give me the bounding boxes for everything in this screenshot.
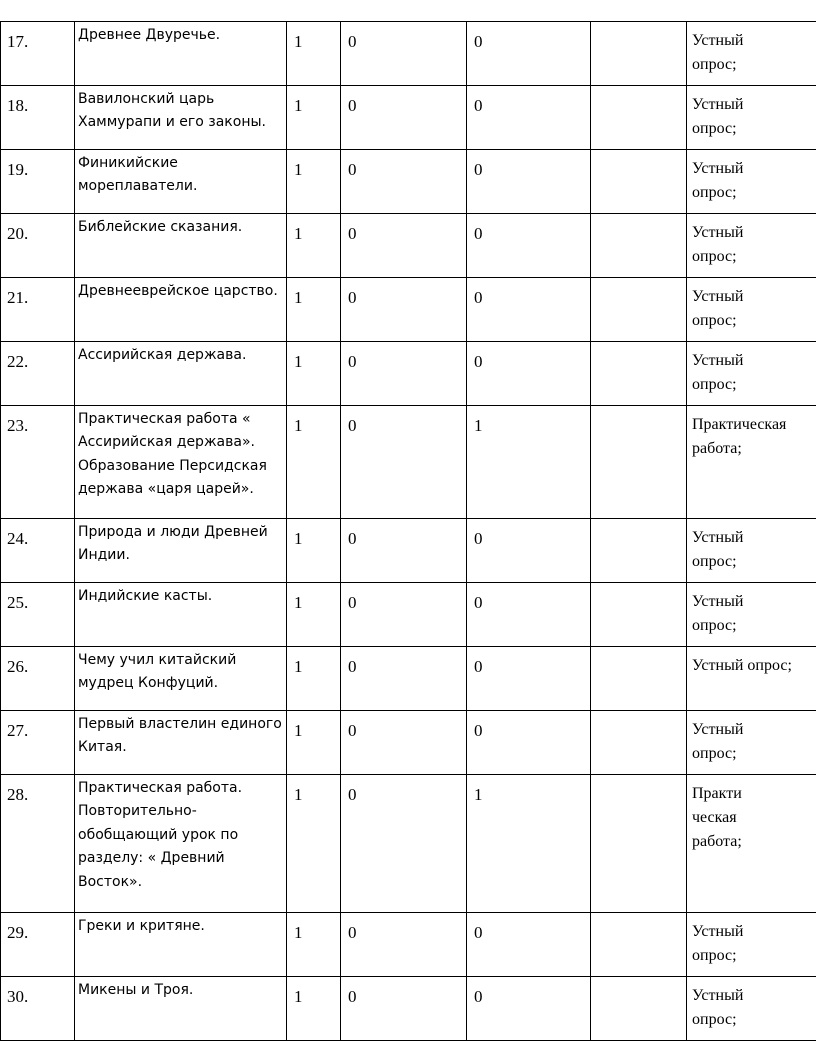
lesson-number-cell <box>1 711 75 775</box>
lesson-topic-text: Ассирийская держава. <box>78 347 246 363</box>
lesson-number-text: 17. <box>7 32 28 51</box>
hours-control-text: 0 <box>348 529 357 548</box>
hours-practice-text: 0 <box>474 32 483 51</box>
hours-total-text: 1 <box>294 529 303 548</box>
hours-practice-text: 0 <box>474 160 483 179</box>
lesson-number-cell <box>1 583 75 647</box>
extra-cell <box>591 150 687 214</box>
extra-cell <box>591 86 687 150</box>
extra-cell <box>591 913 687 977</box>
hours-control-cell <box>341 342 467 406</box>
control-form-text: Устный опрос; <box>692 349 782 397</box>
control-form-text: Устный опрос; <box>692 157 782 205</box>
table-row <box>1 913 816 977</box>
lesson-topic-cell <box>75 711 287 775</box>
hours-practice-cell <box>467 214 591 278</box>
hours-control-text: 0 <box>348 987 357 1006</box>
hours-total-cell <box>287 214 341 278</box>
control-form-text: Устный опрос; <box>692 93 782 141</box>
control-form-cell <box>687 913 816 977</box>
lesson-topic-cell <box>75 150 287 214</box>
hours-control-cell <box>341 86 467 150</box>
hours-control-cell <box>341 775 467 913</box>
lesson-number-cell <box>1 775 75 913</box>
hours-practice-cell <box>467 711 591 775</box>
hours-total-text: 1 <box>294 96 303 115</box>
hours-practice-text: 0 <box>474 923 483 942</box>
extra-cell <box>591 342 687 406</box>
hours-total-cell <box>287 342 341 406</box>
control-form-text: Устный опрос; <box>692 29 782 77</box>
extra-cell <box>591 775 687 913</box>
hours-control-text: 0 <box>348 785 357 804</box>
control-form-text: Устный опрос; <box>692 221 782 269</box>
lesson-topic-cell <box>75 22 287 86</box>
hours-total-text: 1 <box>294 32 303 51</box>
lesson-number-cell <box>1 342 75 406</box>
hours-total-text: 1 <box>294 160 303 179</box>
table-row <box>1 775 816 913</box>
table-row <box>1 86 816 150</box>
hours-total-text: 1 <box>294 987 303 1006</box>
lesson-number-text: 19. <box>7 160 28 179</box>
hours-control-text: 0 <box>348 96 357 115</box>
control-form-cell <box>687 150 816 214</box>
hours-total-text: 1 <box>294 288 303 307</box>
hours-control-text: 0 <box>348 160 357 179</box>
hours-control-text: 0 <box>348 923 357 942</box>
lesson-topic-cell <box>75 977 287 1041</box>
hours-control-text: 0 <box>348 288 357 307</box>
hours-practice-cell <box>467 342 591 406</box>
hours-practice-cell <box>467 150 591 214</box>
hours-control-cell <box>341 583 467 647</box>
lesson-topic-text: Практическая работа. Повторительно-обобщающий урок по разделу: « Древний Восток». <box>78 780 242 890</box>
extra-cell <box>591 214 687 278</box>
control-form-text: Устный опрос; <box>692 920 782 968</box>
control-form-text: Устный опрос; <box>692 526 782 574</box>
lesson-topic-text: Первый властелин единого Китая. <box>78 716 282 755</box>
hours-control-cell <box>341 214 467 278</box>
lesson-number-text: 18. <box>7 96 28 115</box>
hours-practice-cell <box>467 913 591 977</box>
hours-total-text: 1 <box>294 416 303 435</box>
hours-control-text: 0 <box>348 721 357 740</box>
lesson-topic-cell <box>75 913 287 977</box>
hours-total-cell <box>287 583 341 647</box>
hours-control-cell <box>341 278 467 342</box>
lesson-number-text: 27. <box>7 721 28 740</box>
hours-total-text: 1 <box>294 785 303 804</box>
lesson-number-text: 23. <box>7 416 28 435</box>
hours-practice-text: 0 <box>474 987 483 1006</box>
control-form-cell <box>687 775 816 913</box>
lesson-topic-text: Библейские сказания. <box>78 219 242 235</box>
hours-total-cell <box>287 711 341 775</box>
hours-total-text: 1 <box>294 224 303 243</box>
hours-control-text: 0 <box>348 32 357 51</box>
hours-control-text: 0 <box>348 352 357 371</box>
lesson-plan-table <box>0 21 816 1041</box>
hours-total-text: 1 <box>294 593 303 612</box>
table-row <box>1 150 816 214</box>
table-row <box>1 214 816 278</box>
hours-control-cell <box>341 519 467 583</box>
lesson-number-cell <box>1 22 75 86</box>
table-row <box>1 519 816 583</box>
lesson-topic-cell <box>75 647 287 711</box>
hours-practice-text: 0 <box>474 721 483 740</box>
lesson-number-text: 24. <box>7 529 28 548</box>
hours-total-cell <box>287 647 341 711</box>
hours-total-cell <box>287 977 341 1041</box>
control-form-cell <box>687 86 816 150</box>
lesson-topic-text: Древнееврейское царство. <box>78 283 278 299</box>
table-row <box>1 583 816 647</box>
hours-practice-cell <box>467 406 591 519</box>
control-form-cell <box>687 647 816 711</box>
extra-cell <box>591 583 687 647</box>
lesson-number-cell <box>1 913 75 977</box>
hours-practice-text: 1 <box>474 416 483 435</box>
hours-practice-cell <box>467 647 591 711</box>
hours-practice-text: 0 <box>474 352 483 371</box>
extra-cell <box>591 977 687 1041</box>
control-form-text: Устный опрос; <box>692 984 782 1032</box>
control-form-text: Устный опрос; <box>692 285 782 333</box>
hours-practice-text: 0 <box>474 224 483 243</box>
hours-practice-cell <box>467 583 591 647</box>
hours-total-cell <box>287 150 341 214</box>
lesson-topic-cell <box>75 775 287 913</box>
control-form-text: Устный опрос; <box>692 654 812 678</box>
lesson-number-text: 20. <box>7 224 28 243</box>
control-form-cell <box>687 711 816 775</box>
control-form-text: Практическая работа; <box>692 413 782 461</box>
lesson-topic-text: Микены и Троя. <box>78 982 193 998</box>
table-row <box>1 278 816 342</box>
hours-total-cell <box>287 913 341 977</box>
lesson-topic-cell <box>75 342 287 406</box>
table-row <box>1 977 816 1041</box>
extra-cell <box>591 647 687 711</box>
lesson-topic-cell <box>75 278 287 342</box>
lesson-number-cell <box>1 150 75 214</box>
lesson-topic-text: Финикийские мореплаватели. <box>78 155 197 194</box>
hours-practice-cell <box>467 278 591 342</box>
hours-control-text: 0 <box>348 224 357 243</box>
hours-control-cell <box>341 977 467 1041</box>
lesson-number-text: 29. <box>7 923 28 942</box>
extra-cell <box>591 278 687 342</box>
lesson-number-text: 28. <box>7 785 28 804</box>
lesson-topic-cell <box>75 406 287 519</box>
lesson-topic-text: Чему учил китайский мудрец Конфуций. <box>78 652 236 691</box>
control-form-text: Устный опрос; <box>692 718 782 766</box>
control-form-cell <box>687 342 816 406</box>
control-form-cell <box>687 406 816 519</box>
lesson-number-cell <box>1 406 75 519</box>
table-row <box>1 22 816 86</box>
hours-practice-text: 0 <box>474 96 483 115</box>
lesson-topic-text: Индийские касты. <box>78 588 212 604</box>
hours-total-text: 1 <box>294 923 303 942</box>
hours-total-cell <box>287 519 341 583</box>
table-row <box>1 342 816 406</box>
hours-total-cell <box>287 86 341 150</box>
hours-practice-text: 0 <box>474 529 483 548</box>
control-form-cell <box>687 977 816 1041</box>
extra-cell <box>591 406 687 519</box>
hours-practice-text: 1 <box>474 785 483 804</box>
control-form-cell <box>687 214 816 278</box>
lesson-number-text: 26. <box>7 657 28 676</box>
hours-control-cell <box>341 711 467 775</box>
lesson-topic-text: Древнее Двуречье. <box>78 27 220 43</box>
lesson-topic-cell <box>75 519 287 583</box>
hours-practice-cell <box>467 519 591 583</box>
table-row <box>1 711 816 775</box>
hours-practice-cell <box>467 22 591 86</box>
lesson-topic-cell <box>75 214 287 278</box>
control-form-text: Практи ческая работа; <box>692 782 762 854</box>
hours-practice-text: 0 <box>474 593 483 612</box>
hours-practice-text: 0 <box>474 288 483 307</box>
hours-total-cell <box>287 22 341 86</box>
lesson-topic-text: Греки и критяне. <box>78 918 205 934</box>
lesson-number-text: 30. <box>7 987 28 1006</box>
hours-control-cell <box>341 150 467 214</box>
hours-practice-cell <box>467 86 591 150</box>
lesson-number-cell <box>1 214 75 278</box>
lesson-number-cell <box>1 278 75 342</box>
extra-cell <box>591 711 687 775</box>
hours-control-text: 0 <box>348 593 357 612</box>
lesson-topic-text: Природа и люди Древней Индии. <box>78 524 268 563</box>
hours-total-text: 1 <box>294 352 303 371</box>
hours-practice-cell <box>467 977 591 1041</box>
lesson-topic-text: Вавилонский царь Хаммурапи и его законы. <box>78 91 266 130</box>
control-form-cell <box>687 278 816 342</box>
lesson-number-cell <box>1 977 75 1041</box>
lesson-topic-cell <box>75 583 287 647</box>
table-row <box>1 406 816 519</box>
hours-control-text: 0 <box>348 416 357 435</box>
lesson-topic-cell <box>75 86 287 150</box>
hours-practice-text: 0 <box>474 657 483 676</box>
hours-total-cell <box>287 278 341 342</box>
control-form-text: Устный опрос; <box>692 590 782 638</box>
control-form-cell <box>687 583 816 647</box>
lesson-number-cell <box>1 519 75 583</box>
lesson-number-text: 22. <box>7 352 28 371</box>
hours-total-text: 1 <box>294 657 303 676</box>
table-body <box>1 22 816 1041</box>
hours-total-text: 1 <box>294 721 303 740</box>
hours-control-text: 0 <box>348 657 357 676</box>
table-row <box>1 647 816 711</box>
hours-control-cell <box>341 913 467 977</box>
lesson-topic-text: Практическая работа « Ассирийская держава». Образование Персидская держава «царя царей». <box>78 411 267 497</box>
hours-control-cell <box>341 406 467 519</box>
hours-total-cell <box>287 775 341 913</box>
lesson-number-text: 21. <box>7 288 28 307</box>
control-form-cell <box>687 519 816 583</box>
hours-practice-cell <box>467 775 591 913</box>
lesson-number-cell <box>1 647 75 711</box>
control-form-cell <box>687 22 816 86</box>
extra-cell <box>591 22 687 86</box>
hours-control-cell <box>341 647 467 711</box>
lesson-number-cell <box>1 86 75 150</box>
extra-cell <box>591 519 687 583</box>
lesson-number-text: 25. <box>7 593 28 612</box>
hours-control-cell <box>341 22 467 86</box>
hours-total-cell <box>287 406 341 519</box>
